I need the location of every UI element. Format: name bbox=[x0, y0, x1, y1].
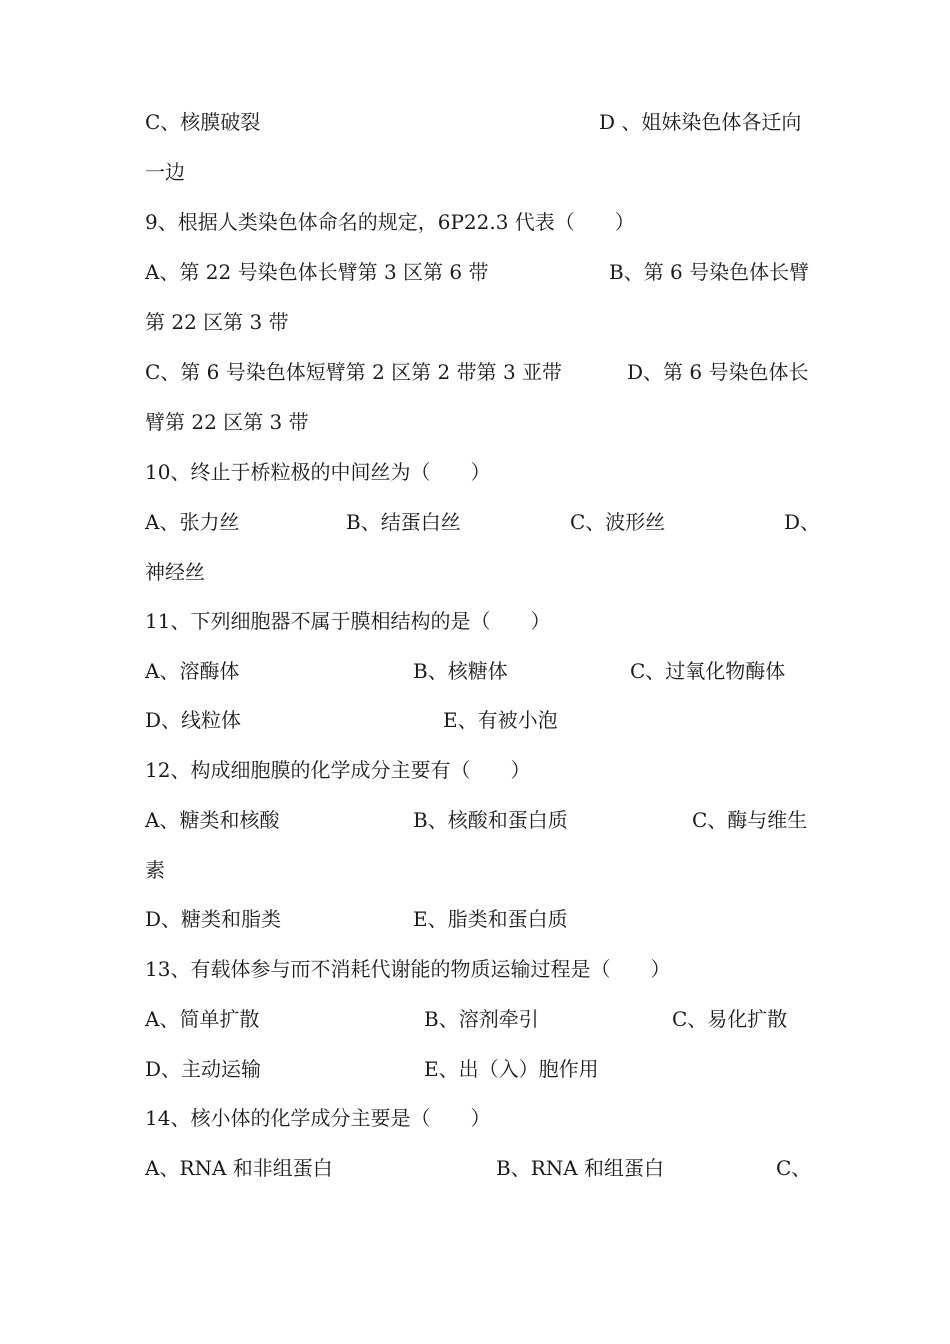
text-line bbox=[0, 505, 950, 539]
option-c: C、 bbox=[776, 1156, 812, 1180]
option-d: D、第 6 号染色体长 bbox=[627, 360, 809, 384]
option-c: C、核膜破裂 bbox=[145, 110, 261, 134]
question-text: 14、核小体的化学成分主要是（ ） bbox=[145, 1106, 491, 1130]
option-continuation: 素 bbox=[145, 858, 165, 882]
option-c: C、第 6 号染色体短臂第 2 区第 2 带第 3 亚带 bbox=[145, 360, 563, 384]
question-text: 10、终止于桥粒极的中间丝为（ ） bbox=[145, 460, 491, 484]
option-c: C、波形丝 bbox=[570, 510, 666, 534]
option-a: A、第 22 号染色体长臂第 3 区第 6 带 bbox=[145, 260, 489, 284]
option-b: B、结蛋白丝 bbox=[346, 510, 461, 534]
option-a: A、溶酶体 bbox=[145, 659, 240, 683]
question-10 bbox=[0, 455, 950, 489]
text-line bbox=[0, 105, 950, 139]
question-text: 13、有载体参与而不消耗代谢能的物质运输过程是（ ） bbox=[145, 957, 671, 981]
text-line bbox=[0, 654, 950, 688]
option-a: A、简单扩散 bbox=[145, 1007, 260, 1031]
option-d: D、 bbox=[784, 510, 821, 534]
question-text: 9、根据人类染色体命名的规定，6P22.3 代表（ ） bbox=[145, 210, 635, 234]
question-text: 11、下列细胞器不属于膜相结构的是（ ） bbox=[145, 609, 551, 633]
option-b: B、溶剂牵引 bbox=[424, 1007, 539, 1031]
option-c: C、易化扩散 bbox=[672, 1007, 788, 1031]
text-line bbox=[0, 1052, 950, 1086]
text-line bbox=[0, 355, 950, 389]
question-text: 12、构成细胞膜的化学成分主要有（ ） bbox=[145, 758, 531, 782]
option-b: B、核糖体 bbox=[413, 659, 508, 683]
text-line bbox=[0, 803, 950, 837]
question-12 bbox=[0, 753, 950, 787]
option-c: C、过氧化物酶体 bbox=[630, 659, 786, 683]
text-line bbox=[0, 1151, 950, 1185]
text-line bbox=[0, 703, 950, 737]
option-continuation: 一边 bbox=[145, 160, 185, 184]
option-continuation: 神经丝 bbox=[145, 560, 205, 584]
option-continuation: 第 22 区第 3 带 bbox=[145, 310, 289, 334]
option-b: B、第 6 号染色体长臂 bbox=[609, 260, 810, 284]
text-line bbox=[0, 555, 950, 589]
option-d: D、糖类和脂类 bbox=[145, 907, 282, 931]
text-line bbox=[0, 155, 950, 189]
option-e: E、脂类和蛋白质 bbox=[413, 907, 568, 931]
question-9 bbox=[0, 205, 950, 239]
option-d: D、线粒体 bbox=[145, 708, 242, 732]
text-line bbox=[0, 255, 950, 289]
option-a: A、张力丝 bbox=[145, 510, 240, 534]
option-b: B、核酸和蛋白质 bbox=[413, 808, 568, 832]
text-line bbox=[0, 902, 950, 936]
option-a: A、糖类和核酸 bbox=[145, 808, 280, 832]
question-13 bbox=[0, 952, 950, 986]
text-line bbox=[0, 1002, 950, 1036]
option-b: B、RNA 和组蛋白 bbox=[496, 1156, 665, 1180]
text-line bbox=[0, 305, 950, 339]
text-line bbox=[0, 853, 950, 887]
question-14 bbox=[0, 1101, 950, 1135]
option-e: E、有被小泡 bbox=[443, 708, 558, 732]
option-d: D、主动运输 bbox=[145, 1057, 262, 1081]
option-c: C、酶与维生 bbox=[692, 808, 808, 832]
option-e: E、出（入）胞作用 bbox=[424, 1057, 599, 1081]
question-11 bbox=[0, 604, 950, 638]
option-continuation: 臂第 22 区第 3 带 bbox=[145, 410, 309, 434]
option-a: A、RNA 和非组蛋白 bbox=[145, 1156, 333, 1180]
text-line bbox=[0, 405, 950, 439]
option-d: D 、姐妹染色体各迁向 bbox=[599, 110, 802, 134]
